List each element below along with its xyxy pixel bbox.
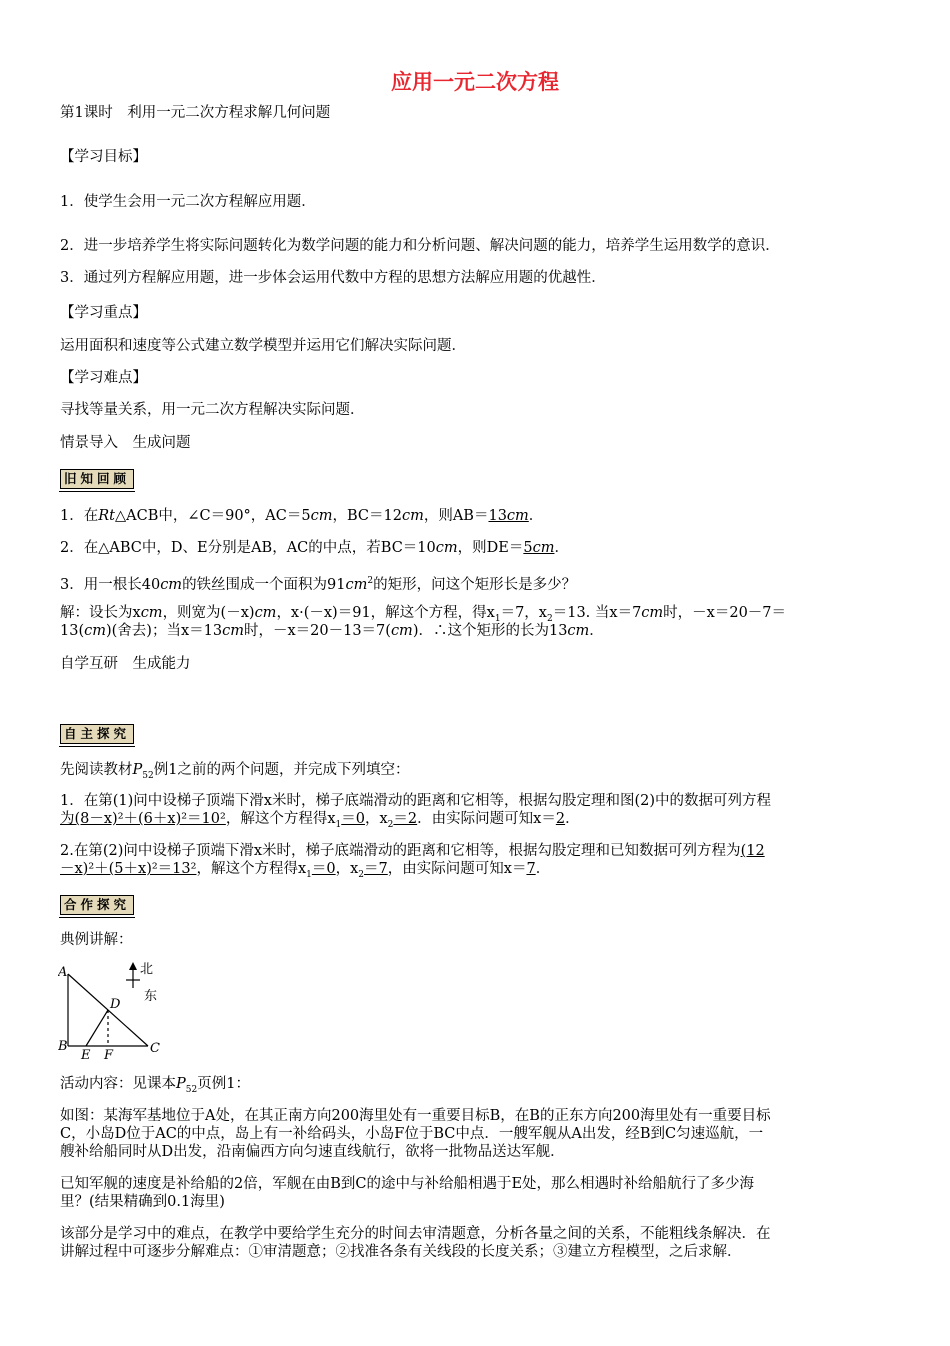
problem-line: 已知军舰的速度是补给船的2倍，军舰在由B到C的途中与补给船相遇于E处，那么相遇时补给船航行了多少海 (60, 1176, 755, 1192)
self-question-2-line-2: －x)²＋(5＋x)²＝13²，解这个方程得$x_1=0$，$x_2=7$，由实际问题可知x＝7． (60, 861, 551, 880)
segment-de (86, 1010, 108, 1046)
east-label: 东 (144, 989, 158, 1004)
self-study-badge: 自主探究 (60, 724, 134, 744)
teaching-note-line: 讲解过程中可逐步分解难点：①审清题意；②找准各条有关线段的长度关系；③建立方程模型，之后求解． (60, 1244, 742, 1260)
review-question-2: 2．在△ABC中，D、E分别是AB，AC的中点，若BC＝10cm，则DE＝5cm． (60, 540, 569, 556)
self-question-1-line-2: 为(8－x)²＋(6＋x)²＝10²，解这个方程得$x_1=0$，$x_2=2$．由实际问题可知x＝2． (60, 811, 580, 830)
north-arrowhead (129, 962, 137, 970)
point-label-b: B (58, 1039, 68, 1054)
goal-item: 1．使学生会用一元二次方程解应用题． (60, 194, 316, 210)
problem-line: 如图：某海军基地位于A处，在其正南方向200海里处有一重要目标B，在B的正东方向200海里处有一重要目标 (60, 1108, 771, 1124)
lesson-heading: 第1课时 利用一元二次方程求解几何问题 (60, 105, 331, 121)
key-heading: 【学习重点】 (60, 305, 147, 321)
section-heading: 自学互研 生成能力 (60, 656, 191, 672)
self-intro: 先阅读教材$P_{52}$例1之前的两个问题，并完成下列填空： (60, 762, 410, 781)
review-badge: 旧知回顾 (60, 469, 134, 489)
section-heading: 情景导入 生成问题 (60, 435, 191, 451)
key-text: 运用面积和速度等公式建立数学模型并运用它们解决实际问题． (60, 338, 466, 354)
example-heading: 典例讲解： (60, 932, 133, 948)
goals-heading: 【学习目标】 (60, 149, 147, 165)
north-label: 北 (140, 962, 154, 977)
activity-line: 活动内容：见课本$P_{52}$页例1： (60, 1076, 250, 1095)
point-label-e: E (81, 1048, 91, 1060)
self-question-2-line-1: 2.在第(2)问中设梯子顶端下滑x米时，梯子底端滑动的距离和它相等，根据勾股定理和已知数据可列方程为(12 (60, 843, 765, 859)
problem-line: 里？(结果精确到0.1海里) (60, 1194, 225, 1210)
teaching-note-line: 该部分是学习中的难点，在教学中要给学生充分的时间去审清题意，分析各量之间的关系，不能粗线条解决．在 (60, 1226, 771, 1242)
review-question-1: 1．在Rt△ACB中，∠C＝90°，AC＝5cm，BC＝12cm，则AB＝13cm． (60, 508, 544, 524)
answer-blank: 5cm (523, 540, 555, 556)
review-solution-line-2: 13(cm)(舍去)；当x＝13cm时，－x＝20－13＝7(cm)．∴这个矩形的长为13cm． (60, 623, 604, 639)
problem-line: 艘补给船同时从D出发，沿南偏西方向匀速直线航行，欲将一批物品送达军舰． (60, 1144, 565, 1160)
difficulty-heading: 【学习难点】 (60, 370, 147, 386)
point-label-c: C (150, 1041, 160, 1056)
difficulty-text: 寻找等量关系，用一元二次方程解决实际问题． (60, 402, 365, 418)
point-label-a: A (58, 965, 68, 980)
page-title: 应用一元二次方程 (391, 70, 559, 94)
goal-item: 3．通过列方程解应用题，进一步体会运用代数中方程的思想方法解应用题的优越性． (60, 270, 606, 286)
point-label-d: D (110, 997, 121, 1012)
self-question-1-line-1: 1．在第(1)问中设梯子顶端下滑x米时，梯子底端滑动的距离和它相等，根据勾股定理和图(2)中的数据可列方程 (60, 793, 771, 809)
review-question-3: 3．用一根长40cm的铁丝围成一个面积为$91cm^2$的矩形，问这个矩形长是多少？ (60, 576, 577, 593)
problem-line: C，小岛D位于AC的中点，岛上有一补给码头，小岛F位于BC中点．一艘军舰从A出发，经B到C匀速巡航，一 (60, 1126, 764, 1142)
answer-blank: 13cm (488, 508, 529, 524)
cooperative-badge: 合作探究 (60, 895, 134, 915)
point-label-f: F (104, 1048, 114, 1060)
goal-item: 2．进一步培养学生将实际问题转化为数学问题的能力和分析问题、解决问题的能力，培养学生运用数学的意识． (60, 238, 780, 254)
geometry-figure (58, 960, 178, 1060)
review-solution-line-1: 解：设长为xcm，则宽为(－x)cm，x·(－x)＝91，解这个方程，得$x_1=7$，$x_2=13$. 当x＝7cm时，－x＝20－7＝ (60, 605, 787, 624)
